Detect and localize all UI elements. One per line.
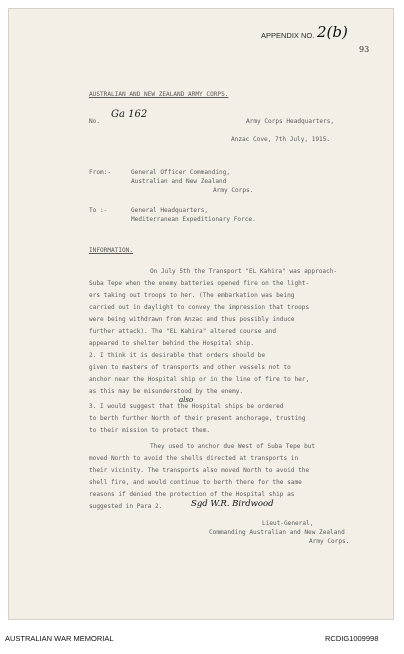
closing-line-2: Commanding Australian and New Zealand (209, 529, 345, 536)
body-line: shell fire, and would continue to berth there for the same (89, 479, 302, 486)
from-line-2: Australian and New Zealand (131, 178, 227, 185)
body-line: given to masters of transports and other vessels not to (89, 364, 291, 371)
from-line-3: Army Corps. (213, 187, 254, 194)
body-line: anchor near the Hospital ship or in the line of fire to her, (89, 376, 310, 383)
body-line: as this may be misunderstood by the enemy. (89, 388, 244, 395)
body-line: their vicinity. The transports also moved North to avoid the (89, 467, 310, 474)
body-line: Suba Tepe when the enemy batteries opened fire on the light- (89, 280, 310, 287)
body-line: further attack). The "EL Kahira" altered course and (89, 328, 277, 335)
body-line: suggested in Para 2. (89, 503, 163, 510)
body-line: 2. I think it is desirable that orders should be (89, 352, 266, 359)
to-line-2: Mediterranean Expeditionary Force. (131, 216, 256, 223)
body-line: reasons if denied the protection of the Hospital ship as (89, 491, 295, 498)
document-heading: AUSTRALIAN AND NEW ZEALAND ARMY CORPS. (89, 91, 229, 98)
folio-number: 93 (359, 45, 370, 54)
body-line: moved North to avoid the shells directed at transports in (89, 455, 299, 462)
reference-number: Ga 162 (111, 109, 148, 120)
closing-line-1: Lieut-General, (262, 520, 314, 527)
from-line-1: General Officer Commanding, (131, 169, 231, 176)
origin-line-2: Anzac Cove, 7th July, 1915. (231, 136, 331, 143)
body-line: On July 5th the Transport "EL Kahira" was approach- (150, 268, 338, 275)
archive-caption: AUSTRALIAN WAR MEMORIAL (5, 634, 114, 643)
closing-line-3: Army Corps. (309, 538, 350, 545)
body-line: They used to anchor due West of Suba Tepe but (150, 443, 316, 450)
from-label: From:- (89, 169, 112, 176)
body-line: 3. I would suggest that the Hospital ships be ordered (89, 403, 284, 410)
origin-line-1: Army Corps Headquarters, (246, 118, 335, 125)
body-line: carried out in daylight to convey the impression that troops (89, 304, 310, 311)
body-line: to berth further North of their present anchorage, trusting (89, 415, 306, 422)
appendix-stamp-label: APPENDIX NO. (261, 31, 315, 40)
subject-heading: INFORMATION. (89, 247, 134, 254)
body-line: ers taking out troops to her. (The embarkation was being (89, 292, 295, 299)
body-line: were being withdrawn from Anzac and thus possibly induce (89, 316, 295, 323)
handwritten-insertion: also (179, 396, 194, 404)
to-label: To :- (89, 207, 108, 214)
handwritten-signature: Sgd W.R. Birdwood (191, 499, 274, 509)
body-line: appeared to shelter behind the Hospital ship. (89, 340, 255, 347)
to-line-1: General Headquarters, (131, 207, 209, 214)
appendix-number: 2(b) (317, 23, 348, 41)
body-line: to their mission to protect them. (89, 427, 211, 434)
archive-reference: RCDIG1009998 (325, 634, 379, 643)
document-page (8, 8, 394, 620)
reference-prefix: No. (89, 118, 101, 125)
